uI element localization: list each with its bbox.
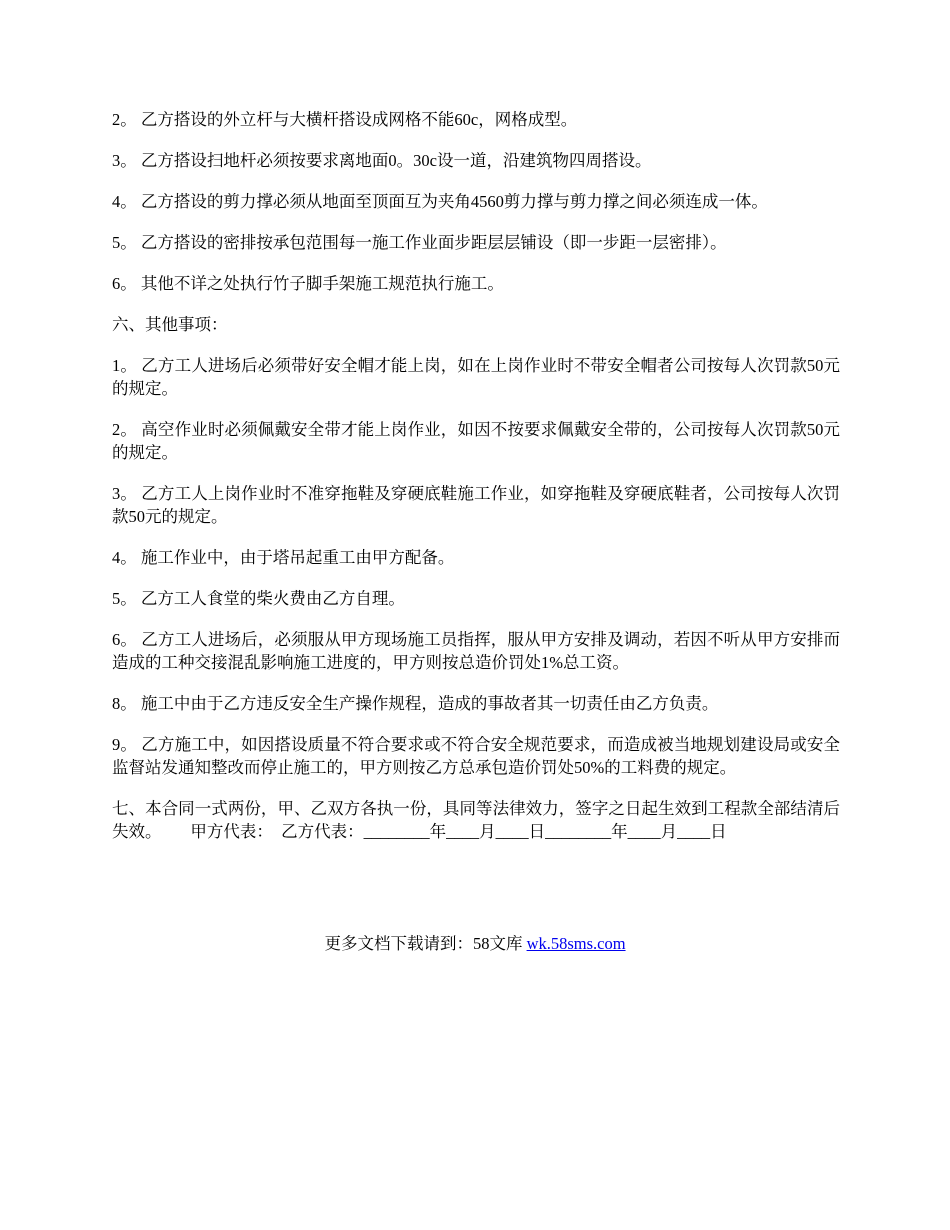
section-heading-other-matters: 六、其他事项： (112, 315, 228, 334)
paragraph-cross-brace: 4。 乙方搭设的剪力撑必须从地面至顶面互为夹角4560剪力撑与剪力撑之间必须连成一体。 (112, 192, 768, 211)
document-body (112, 108, 840, 861)
paragraph-footwear: 3。 乙方工人上岗作业时不准穿拖鞋及穿硬底鞋施工作业，如穿拖鞋及穿硬底鞋者，公司按每人次罚款50元的规定。 (112, 484, 840, 526)
paragraph-accident-liability: 8。 施工中由于乙方违反安全生产操作规程，造成的事故者其一切责任由乙方负责。 (112, 694, 719, 713)
paragraph-scaffold-grid: 2。 乙方搭设的外立杆与大横杆搭设成网格不能60c，网格成型。 (112, 110, 578, 129)
footer-link[interactable]: wk.58sms.com (526, 934, 626, 953)
paragraph-quality-penalty: 9。 乙方施工中，如因搭设质量不符合要求或不符合安全规范要求，而造成被当地规划建设局或安全监督站发通知整改而停止施工的，甲方则按乙方总承包造价罚处50%的工料费的规定。 (112, 735, 840, 777)
paragraph-dense-layer: 5。 乙方搭设的密排按承包范围每一施工作业面步距层层铺设（即一步距一层密排）。 (112, 233, 727, 252)
paragraph-sweep-pole: 3。 乙方搭设扫地杆必须按要求离地面0。30c设一道，沿建筑物四周搭设。 (112, 151, 652, 170)
paragraph-canteen: 5。 乙方工人食堂的柴火费由乙方自理。 (112, 589, 405, 608)
paragraph-safety-belt: 2。 高空作业时必须佩戴安全带才能上岗作业，如因不按要求佩戴安全带的，公司按每人次罚款50元的规定。 (112, 420, 840, 462)
footer (0, 932, 950, 955)
footer-text: 更多文档下载请到：58文库 (324, 934, 527, 953)
paragraph-other-details: 6。 其他不详之处执行竹子脚手架施工规范执行施工。 (112, 274, 504, 293)
paragraph-contract-copies: 七、本合同一式两份，甲、乙双方各执一份，具同等法律效力，签字之日起生效到工程款全部结清后失效。 甲方代表： 乙方代表：________年____月____日________年____月____日 (112, 799, 840, 841)
paragraph-site-command: 6。 乙方工人进场后，必须服从甲方现场施工员指挥，服从甲方安排及调动，若因不听从甲方安排而造成的工种交接混乱影响施工进度的，甲方则按总造价罚处1%总工资。 (112, 630, 840, 672)
paragraph-safety-helmet: 1。 乙方工人进场后必须带好安全帽才能上岗，如在上岗作业时不带安全帽者公司按每人次罚款50元的规定。 (112, 356, 840, 398)
paragraph-tower-crane: 4。 施工作业中，由于塔吊起重工由甲方配备。 (112, 548, 455, 567)
